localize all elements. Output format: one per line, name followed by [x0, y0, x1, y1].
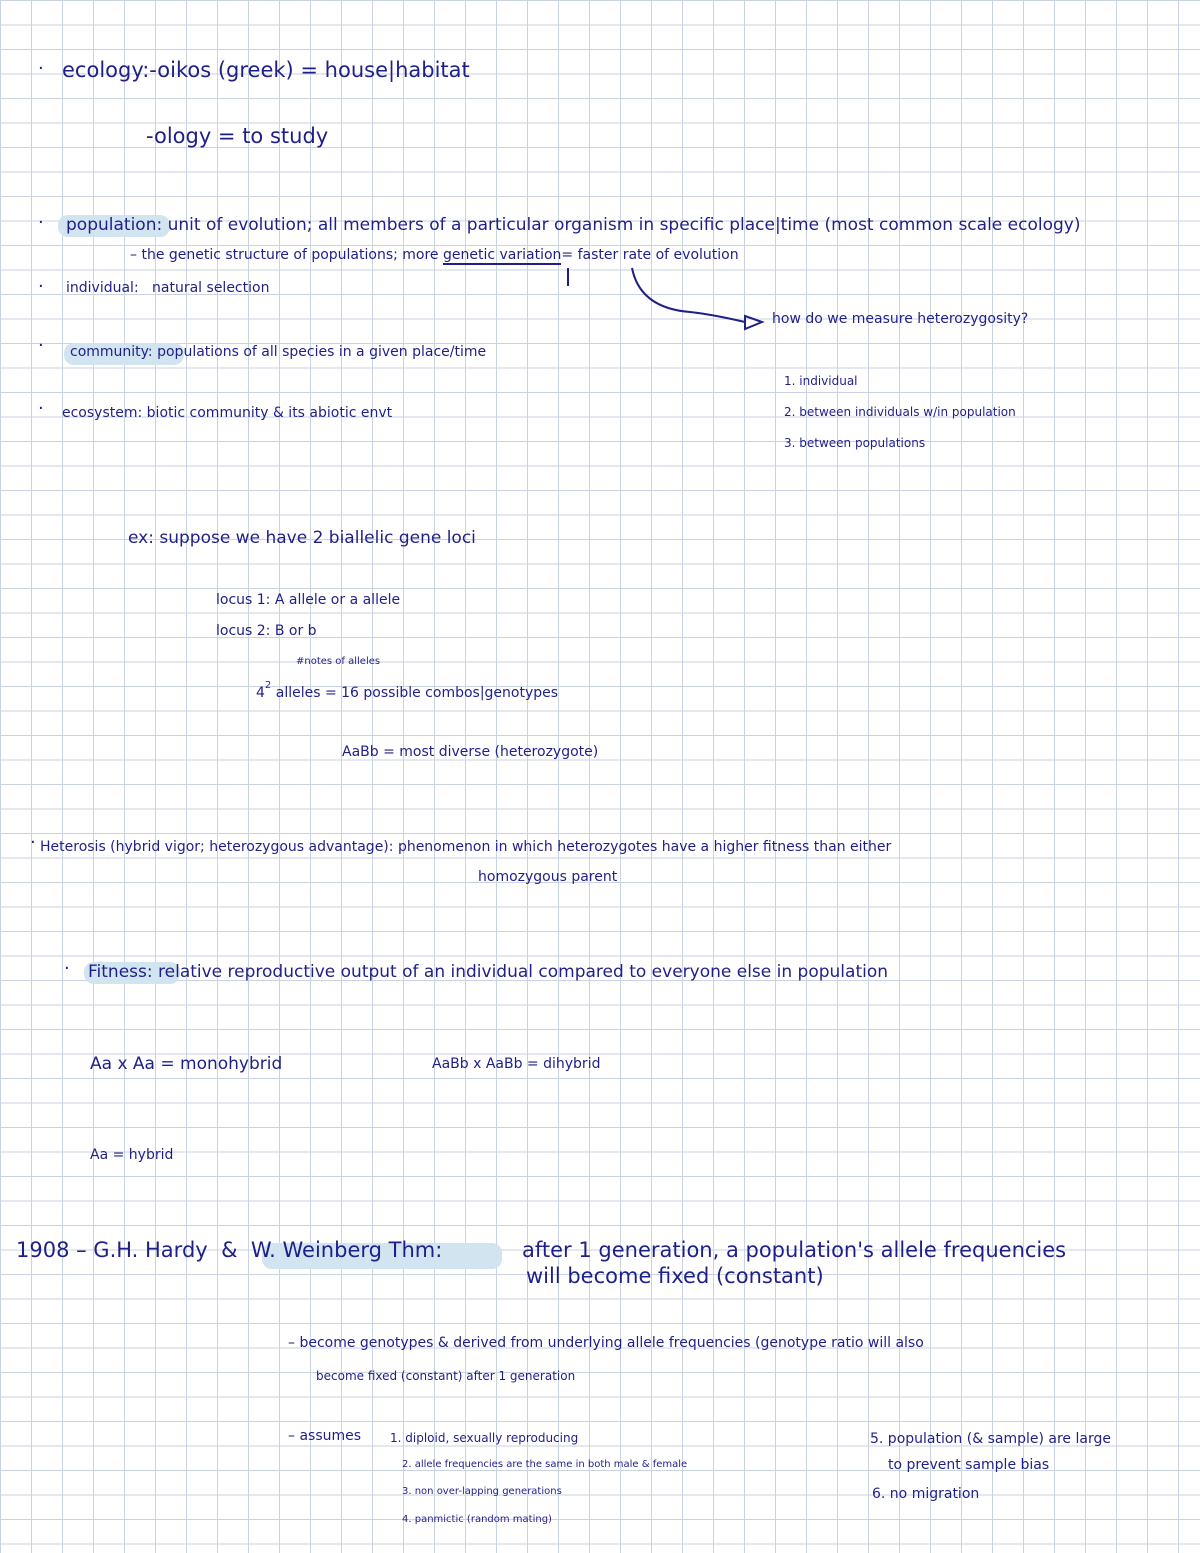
fitness-line	[88, 964, 888, 981]
subline-start: – the genetic structure of populations; more	[130, 247, 439, 263]
monohybrid-cross: Aa x Aa = monohybrid	[90, 1054, 283, 1074]
ecosystem-term: ecosystem:	[62, 405, 143, 421]
individual-term: individual:	[66, 280, 139, 296]
bullet-dot: ·	[38, 335, 44, 356]
subline-end: = faster rate of evolution	[561, 247, 739, 263]
ecology-line: ecology:-oikos (greek) = house|habitat	[62, 58, 470, 82]
assumption-4: 4. panmictic (random mating)	[402, 1514, 552, 1525]
heterozygosity-question: how do we measure heterozygosity?	[772, 311, 1029, 327]
community-term: community:	[70, 344, 153, 360]
example-intro: ex: suppose we have 2 biallelic gene loci	[128, 528, 476, 548]
hardy-year-names: 1908 – G.H. Hardy	[16, 1238, 208, 1262]
heterosis-definition-1: phenomenon in which heterozygotes have a higher fitness than either	[397, 839, 892, 855]
hardy-weinberg-heading	[16, 1240, 442, 1261]
assumption-1: 1. diploid, sexually reproducing	[390, 1431, 579, 1445]
example-exponent: 2	[264, 680, 272, 691]
fitness-term: Fitness:	[88, 962, 153, 982]
bullet-dot: ·	[30, 832, 36, 853]
community-definition: populations of all species in a given place/time	[157, 344, 487, 360]
example-base: 4	[256, 685, 265, 701]
hardy-amp: &	[221, 1238, 238, 1262]
ecosystem-definition: biotic community & its abiotic envt	[146, 405, 393, 421]
heterosis-definition-2: homozygous parent	[478, 869, 618, 885]
example-combos	[256, 680, 559, 701]
fitness-definition: relative reproductive output of an individual compared to everyone else in population	[158, 962, 889, 982]
bullet-dot: ·	[38, 398, 44, 419]
ology-line: -ology = to study	[146, 124, 329, 148]
bullet-dot: ·	[64, 958, 70, 979]
dihybrid-cross: AaBb x AaBb = dihybrid	[432, 1056, 601, 1072]
bullet-dot: ·	[38, 58, 44, 79]
hardy-bullet-1a: – become genotypes & derived from underlying allele frequencies (genotype ratio will also	[288, 1335, 924, 1351]
example-combo-text: alleles = 16 possible combos|genotypes	[275, 685, 559, 701]
population-term: population:	[66, 215, 163, 235]
example-locus-1: locus 1: A allele or a allele	[216, 592, 401, 608]
individual-definition: natural selection	[152, 280, 270, 296]
bullet-dot: ·	[38, 276, 44, 297]
heterozygosity-item-1: 1. individual	[784, 374, 858, 388]
hardy-statement-2: will become fixed (constant)	[526, 1264, 824, 1288]
heterozygosity-item-3: 3. between populations	[784, 436, 926, 450]
assumption-6: 6. no migration	[872, 1486, 980, 1502]
assumption-5a: 5. population (& sample) are large	[870, 1431, 1111, 1447]
assumption-3: 3. non over-lapping generations	[402, 1486, 562, 1497]
assumption-2: 2. allele frequencies are the same in both male & female	[402, 1459, 688, 1470]
heterosis-term: Heterosis (hybrid vigor; heterozygous advantage):	[40, 839, 394, 855]
community-line	[70, 345, 486, 359]
heterosis-line-1	[40, 840, 891, 854]
example-annotation: #notes of alleles	[296, 656, 381, 667]
heterozygosity-item-2: 2. between individuals w/in population	[784, 405, 1016, 419]
weinberg-thm: W. Weinberg Thm:	[250, 1238, 443, 1262]
population-definition: unit of evolution; all members of a particular organism in specific place|time (most common scale ecology)	[167, 215, 1081, 235]
genetic-variation-term: genetic variation	[443, 247, 562, 263]
hardy-bullet-1b: become fixed (constant) after 1 generation	[316, 1369, 576, 1383]
hardy-assumes-label: – assumes	[288, 1428, 362, 1444]
bullet-dot: ·	[38, 212, 44, 233]
example-diverse: AaBb = most diverse (heterozygote)	[342, 744, 599, 760]
example-locus-2: locus 2: B or b	[216, 623, 317, 639]
ecosystem-line	[62, 406, 392, 420]
hybrid-definition: Aa = hybrid	[90, 1147, 174, 1163]
assumption-5b: to prevent sample bias	[888, 1457, 1050, 1473]
hardy-statement-1: after 1 generation, a population's allele frequencies	[522, 1238, 1067, 1262]
